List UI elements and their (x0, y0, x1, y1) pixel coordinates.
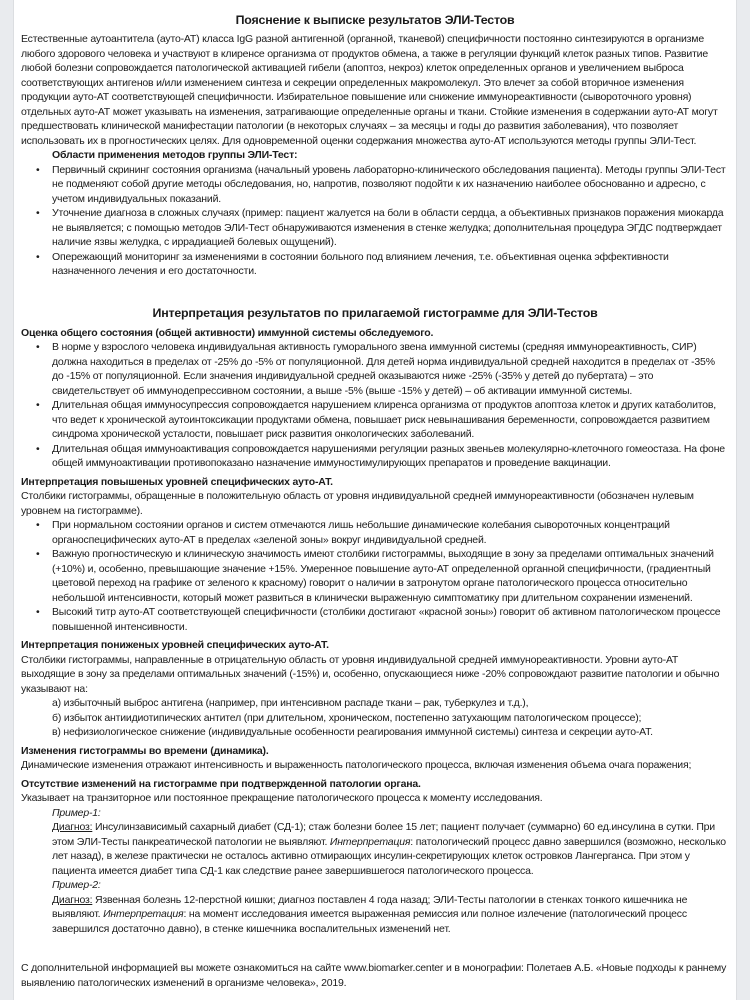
diagnosis-label: Диагноз: (52, 821, 93, 833)
bullet-item: • Важную прогностическую и клиническую значимость имеют столбики гистограммы, выходящие в зону за пределами оптимальных значений (+10%) и, особенно, превышающие значение +15%. Умеренное повышение ауто-АТ определенной органной специфичности, (градиентный цветовой переход на графике от зеленого к красному) говорит о наличии в затронутом органе патологического процесса относительно небольшой интенсивности, который может развиться в клинически выраженную симптоматику при длительном сохранении изменений. (52, 547, 729, 605)
page-edge-right (736, 0, 750, 1000)
example-2-label: Пример-2: (52, 879, 101, 891)
lowered-subitems (21, 696, 729, 740)
bullet-item: • Опережающий мониторинг за изменениями в состоянии больного под влиянием лечения, т.е. объективная оценка эффективности назначенного лечения и его достаточности. (52, 250, 729, 279)
footer-note: С дополнительной информацией вы можете ознакомиться на сайте www.biomarker.center и в монографии: Полетаев А.Б. «Новые подходы к раннему выявлению патологических изменений в организме человека», 2019. (21, 962, 727, 989)
dynamics-heading: Изменения гистограммы во времени (динамика). (21, 744, 269, 757)
diagnosis-text: Язвенная болезнь 12-перстной кишки; диагноз поставлен 4 года назад; ЭЛИ-Тесты патологии в стенках тонкого кишечника не выявляют. (52, 893, 688, 920)
example-1-paragraph (52, 820, 729, 878)
document-page (21, 6, 729, 990)
interpretation-label: Интерпретация (103, 908, 184, 920)
no-changes-text: Указывает на транзиторное или постоянное прекращение патологического процесса к моменту исследования. (21, 792, 543, 804)
interpretation-text: : патологический процесс давно завершился (возможно, несколько лет назад), в железе практически не осталось активно отмирающих инсулин-секретирующих клеток островков Лангерганса. При этом у пациента имеется диабет типа СД-1 как следствие ранее завершившегося патологического процесса. (52, 835, 726, 877)
bullet-item: • Уточнение диагноза в сложных случаях (пример: пациент жалуется на боли в области сердца, а объективных признаков поражения миокарда не выявляется; с помощью методов ЭЛИ-Тест обнаруживаются изменения в стенке желудка; дополнительная процедура ЭГДС подтверждает наличие язвы желудка, с иррадиацией болевых ощущений). (52, 206, 729, 250)
no-changes-heading: Отсутствие изменений на гистограмме при подтвержденной патологии органа. (21, 777, 421, 790)
examples-block (52, 806, 729, 937)
bullet-item: • Первичный скрининг состояния организма (начальный уровень лабораторно-клинического обследования пациента). Методы группы ЭЛИ-Тест не подменяют собой другие методы обследования, но, напротив, позволяют подойти к их назначению наиболее обоснованно и адресно, с учетом индивидуальных показаний. (52, 163, 729, 207)
lowered-lead: Столбики гистограммы, направленные в отрицательную область от уровня индивидуальной средней иммунореактивности. Уровни ауто-АТ выходящие в зону за пределами оптимальных значений (-15%) и, особенно, опускающиеся ниже -20% сопровождают развитие патологии и обычно указывают на: (21, 653, 720, 695)
bullet-item: • Длительная общая иммуноактивация сопровождается нарушениями регуляции разных звеньев молекулярно-клеточного гомеостаза. На фоне общей иммуноактивации противопоказано назначение иммуностимулирующих препаратов и проведение вакцинации. (52, 442, 729, 471)
document-title: Пояснение к выписке результатов ЭЛИ-Тестов (235, 13, 515, 27)
diagnosis-label: Диагноз: (52, 893, 93, 906)
bullet-item: • В норме у взрослого человека индивидуальная активность гуморального звена иммунной системы (средняя иммунореактивность, СИР) должна находиться в пределах от -25% до -5% от популяционной. Для детей норма индивидуальной средней находится в пределах от -35% до -15% от популяционной. Если значения индивидуальной средней оказываются ниже -25% (-35% у детей до пубертата) – это свидетельствует об иммунодепрессивном состоянии, а выше -5% (выше -15% у детей) – об активации иммунной системы. (52, 340, 729, 398)
interpretation-title: Интерпретация результатов по прилагаемой гистограмме для ЭЛИ-Тестов (152, 305, 598, 320)
subitem-a: а) избыточный выброс антигена (например, при интенсивном распаде ткани – рак, туберкулез и т.д.), (52, 697, 529, 709)
interpretation-text: : на момент исследования имеется выраженная ремиссия или полное излечение (патологический процесс завершился достаточно давно), в стенке кишечника воспалительных изменений нет. (52, 908, 687, 935)
bullet-item: • Высокий титр ауто-АТ соответствующей специфичности (столбики достигают «красной зоны») говорит об активном патологическом процессе повышенной интенсивности. (52, 605, 729, 634)
subitem-v: в) нефизиологическое снижение (индивидуальные особенности реагирования иммунной системы) синтеза и секреции ауто-АТ. (52, 726, 653, 738)
elevated-heading: Интерпретация повышеных уровней специфических ауто-АТ. (21, 475, 333, 488)
intro-paragraph: Естественные аутоантитела (ауто-АТ) класса IgG разной антигенной (органной, тканевой) специфичности постоянно синтезируются в организме любого здорового человека и участвуют в клиренсе организма от продуктов обмена, а также в регуляции функций клеток разных типов. Развитие любой болезни сопровождается патологической активацией гибели (апоптоз, некроз) клеток определенных органов и увеличением выброса соответствующих антигенов и/или изменением синтеза и секреции определенных макромолекул. Это влечет за собой вторичное изменения продукции ауто-АТ соответствующей специфичности. Избирательное повышение или снижение иммунореактивности (сывороточного уровня) отдельных ауто-АТ может указывать на изменения, затрагивающие определенные органы и ткани. Стойкие изменения в содержании ауто-АТ могут предшествовать клинической манифестации патологии (в некоторых случаях – за месяцы и годы до развития заболевания), что позволяет использовать их в прогностических целях. Для одновременной оценки содержания множества ауто-АТ используются методы группы ЭЛИ-Тест. (21, 33, 718, 147)
general-state-heading: Оценка общего состояния (общей активности) иммунной системы обследуемого. (21, 326, 434, 339)
subitem-b: б) избыток антиидиотипических антител (при длительном, хроническом, постепенно затухающим патологическом процессе); (52, 711, 642, 724)
example-1-label: Пример-1: (52, 806, 101, 819)
areas-bullet-list (21, 163, 729, 279)
interpretation-label: Интерпретация (329, 835, 411, 848)
page-edge-left (0, 0, 14, 1000)
elevated-bullet-list (21, 518, 729, 634)
example-2-paragraph (52, 893, 729, 937)
areas-heading: Области применения методов группы ЭЛИ-Тест: (52, 149, 298, 161)
bullet-item: • При нормальном состоянии органов и систем отмечаются лишь небольшие динамические колебания сывороточных концентраций органоспецифических ауто-АТ в пределах «зеленой зоны» вокруг индивидуальной средней. (52, 518, 729, 547)
dynamics-text: Динамические изменения отражают интенсивность и выраженность патологического процесса, включая изменения объема очага поражения; (21, 759, 692, 771)
diagnosis-text: Инсулинзависимый сахарный диабет (СД-1); стаж болезни более 15 лет; пациент получает (суммарно) 60 ед.инсулина в сутки. При этом ЭЛИ-Тесты панкреатической патологии не выявляют. (52, 821, 715, 848)
elevated-lead: Столбики гистограммы, обращенные в положительную область от уровня индивидуальной средней иммунореактивности (обозначен нулевым уровнем на гистограмме). (21, 490, 694, 517)
lowered-heading: Интерпретация пониженых уровней специфических ауто-АТ. (21, 639, 329, 651)
general-state-bullet-list (21, 340, 729, 471)
bullet-item: • Длительная общая иммуносупрессия сопровождается нарушением клиренса организма от продуктов апоптоза клеток и других катаболитов, что ведет к хронической аутоинтоксикации продуктами обмена, повышает риск невынашивания беременности, сопровождается развитием синдрома хронической усталости, повышает риск развития онкологических заболеваний. (52, 398, 729, 442)
